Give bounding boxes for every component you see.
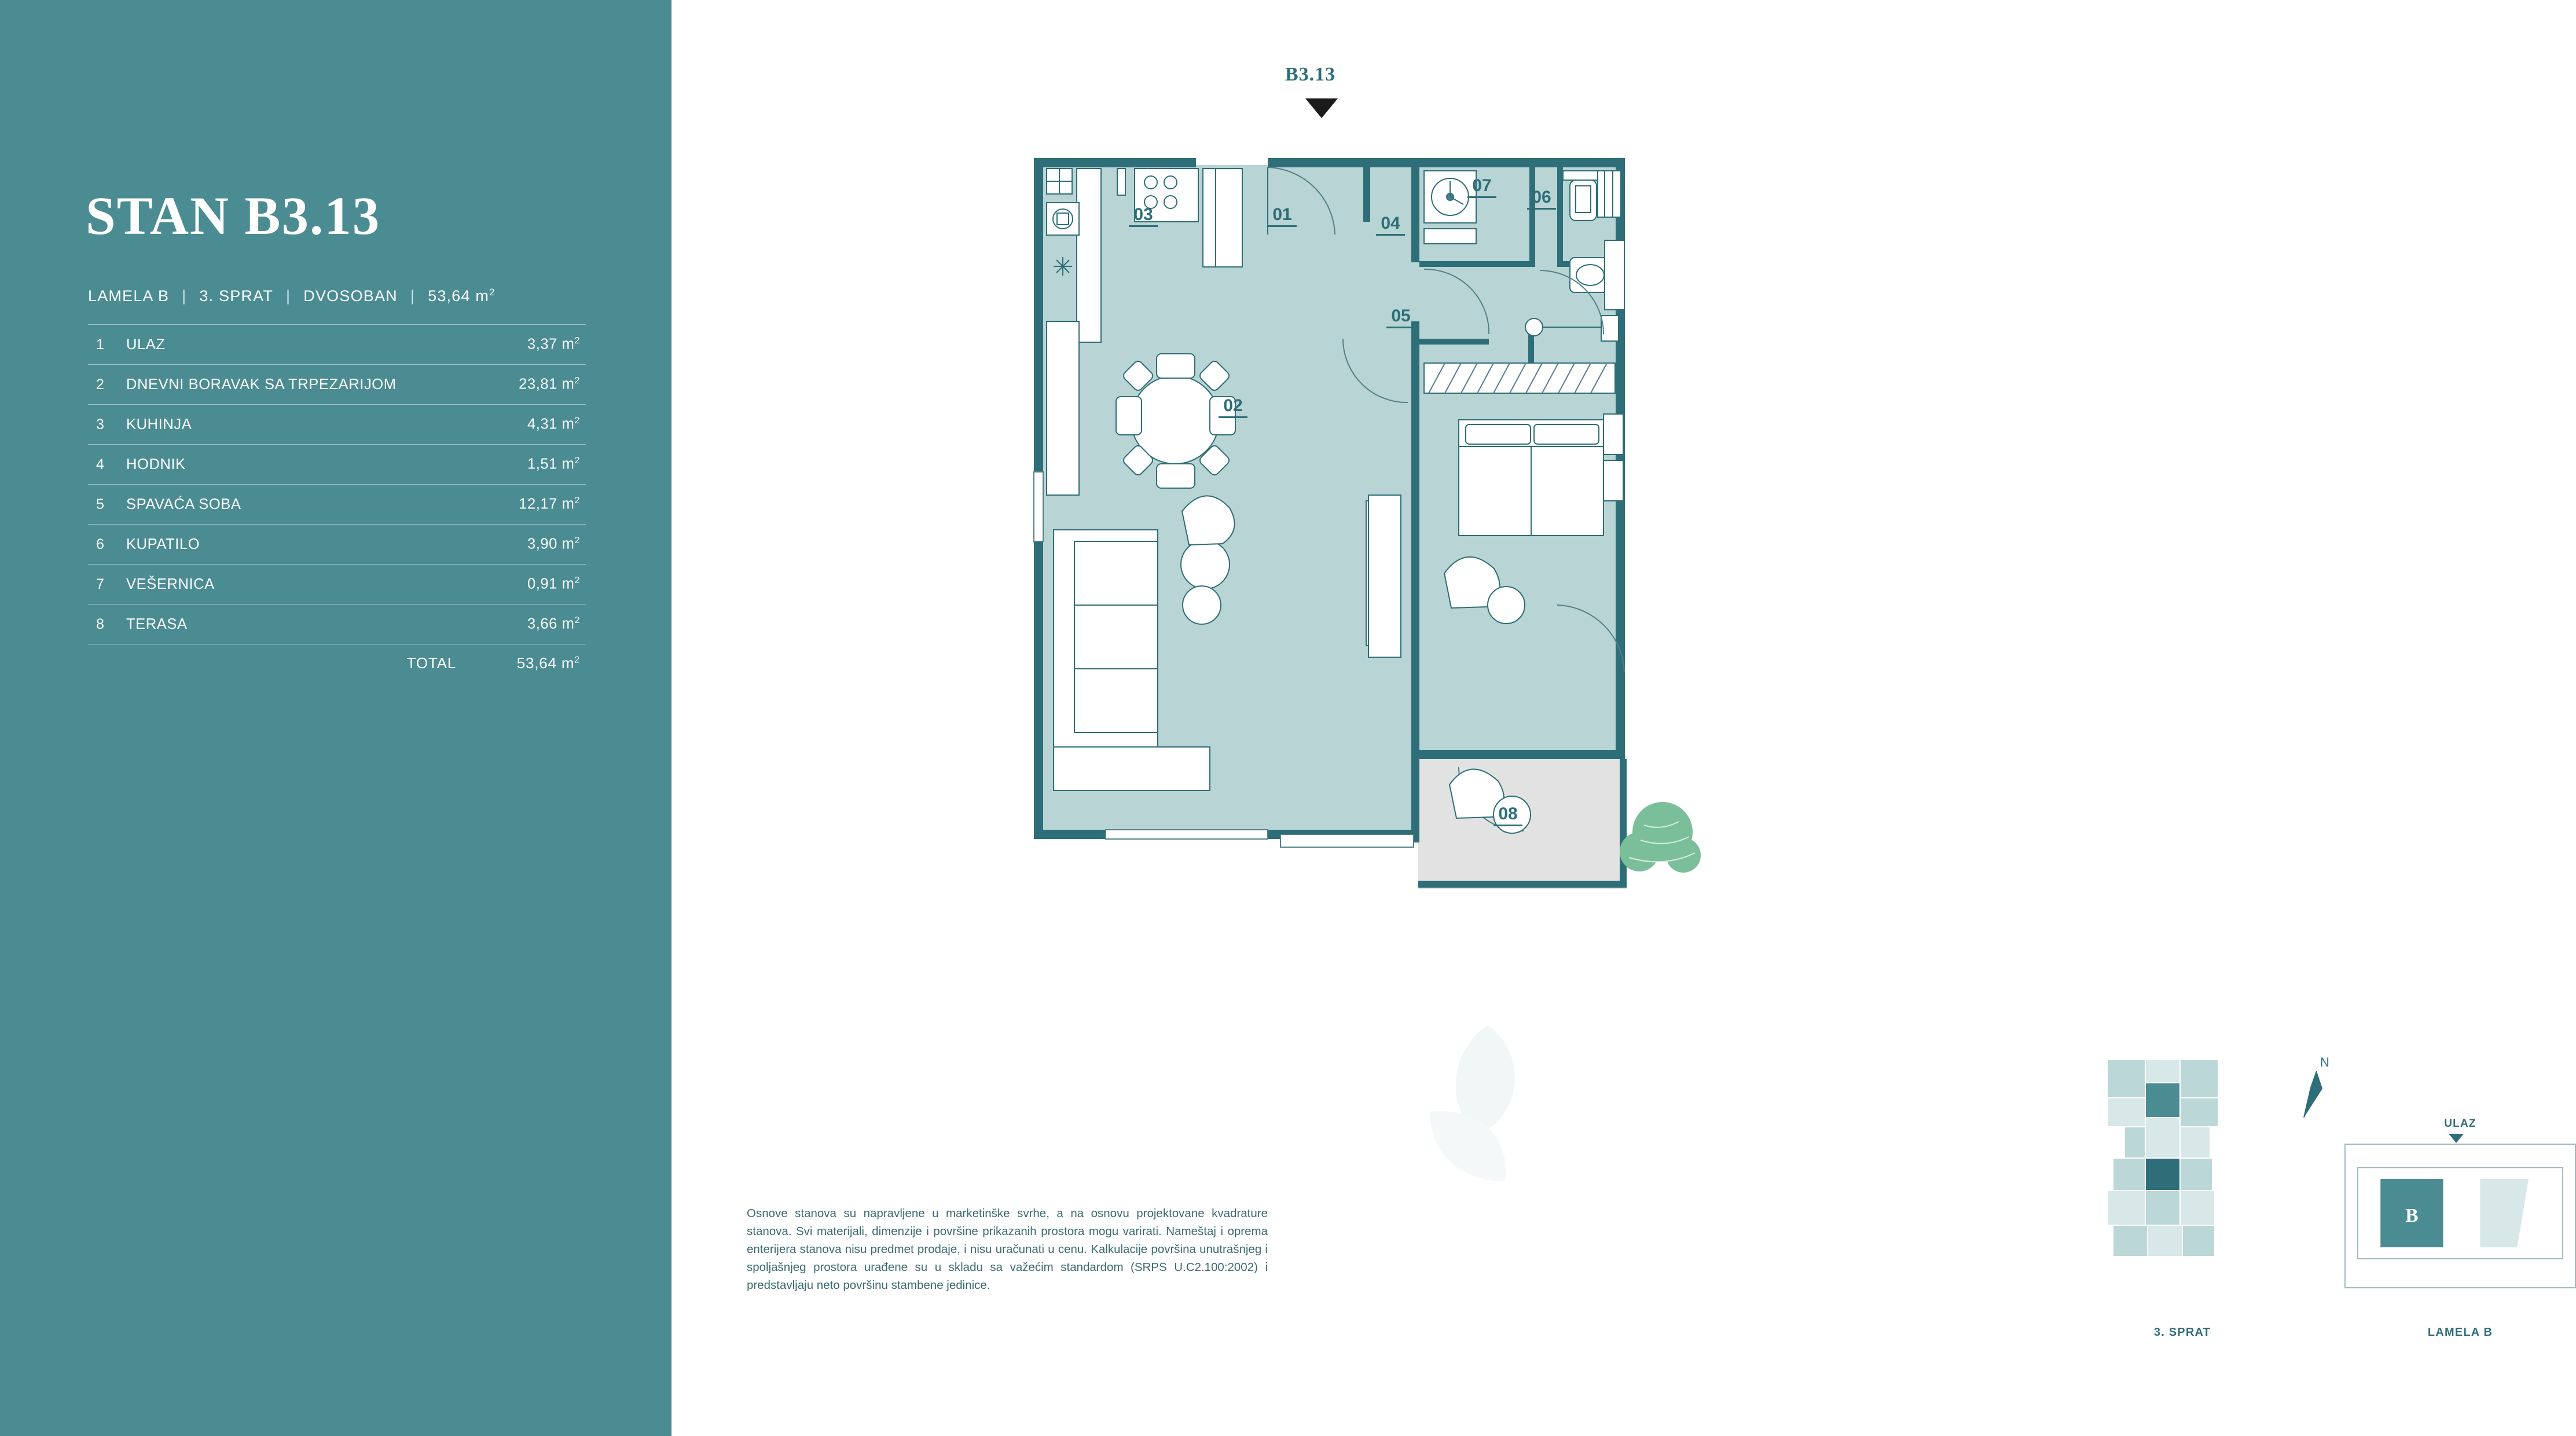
entrance-triangle-icon — [2449, 1134, 2464, 1143]
row-name: KUPATILO — [126, 536, 200, 552]
svg-text:B: B — [2405, 1204, 2419, 1226]
meta-floor: 3. SPRAT — [199, 287, 274, 305]
disclaimer-text: Osnove stanova su napravljene u marketinške svrhe, a na osnovu projektovane kvadrature stanova. Svi materijali, dimenzije i površine prikazanih prostora mogu varirati. Nameštaj i oprema enterijera stanova nisu predmet prodaje, i nisu uračunati u cenu. Kalkulacije površina unutrašnjeg i spoljašnjeg prostora urađene su u skladu sa važećim standardom (SRPS U.C2.100:2002) i predstavljaju neto površinu stambene jedinice. — [747, 1207, 1268, 1292]
table-total-row — [88, 644, 586, 682]
row-number: 7 — [96, 576, 105, 592]
room-area-table — [88, 324, 586, 682]
row-area: 23,81 $m^2$ — [519, 376, 580, 393]
apartment-meta — [88, 287, 496, 305]
row-name: SPAVAĆA SOBA — [126, 496, 241, 512]
lamela-entrance-label: ULAZ — [2444, 1118, 2476, 1130]
row-name: HODNIK — [126, 456, 186, 472]
table-row — [88, 485, 586, 525]
row-number: 4 — [96, 456, 105, 472]
table-row — [88, 525, 586, 565]
leaf-decoration-icon — [1407, 1019, 1592, 1193]
keyplan-caption: 3. SPRAT — [2153, 1326, 2211, 1339]
row-name: VEŠERNICA — [126, 576, 215, 592]
row-number: 1 — [96, 336, 105, 353]
svg-text:05: 05 — [1391, 306, 1411, 325]
total-value: 53,64 $m^2$ — [516, 654, 580, 672]
row-number: 8 — [96, 616, 105, 632]
svg-text:03: 03 — [1133, 205, 1153, 224]
meta-divider: | — [182, 287, 187, 305]
info-panel — [0, 0, 671, 1436]
row-area: 0,91 $m^2$ — [527, 576, 580, 592]
row-area: 12,17 $m^2$ — [519, 496, 580, 512]
plan-area — [671, 0, 2493, 1436]
table-row — [88, 405, 586, 445]
row-name: ULAZ — [126, 336, 166, 353]
table-row — [88, 324, 586, 365]
row-number: 3 — [96, 416, 105, 433]
meta-divider: | — [286, 287, 291, 305]
plan-marker-triangle-icon — [1305, 98, 1338, 118]
row-name: KUHINJA — [126, 416, 192, 433]
table-row — [88, 445, 586, 485]
page-title: STAN B3.13 — [86, 186, 381, 246]
row-area: 1,51 $m^2$ — [527, 456, 580, 472]
svg-text:01: 01 — [1272, 205, 1292, 224]
row-name: DNEVNI BORAVAK SA TRPEZARIJOM — [126, 376, 397, 393]
total-label: TOTAL — [406, 654, 456, 672]
svg-text:07: 07 — [1472, 176, 1492, 195]
meta-type: DVOSOBAN — [303, 287, 398, 305]
lamela-diagram — [2346, 1145, 2575, 1287]
row-area: 3,66 $m^2$ — [527, 616, 580, 632]
row-area: 3,37 $m^2$ — [527, 336, 580, 353]
svg-text:04: 04 — [1381, 214, 1400, 233]
svg-text:08: 08 — [1498, 804, 1518, 823]
table-row — [88, 565, 586, 605]
row-area: 3,90 $m^2$ — [527, 536, 580, 552]
meta-divider: | — [410, 287, 416, 305]
row-number: 2 — [96, 376, 105, 393]
floorplan-drawing — [1019, 148, 1771, 1051]
table-row — [88, 365, 586, 405]
row-name: TERASA — [126, 616, 188, 632]
table-row — [88, 605, 586, 644]
svg-text:06: 06 — [1532, 188, 1551, 207]
svg-text:02: 02 — [1223, 396, 1243, 415]
row-area: 4,31 $m^2$ — [527, 416, 580, 433]
svg-text:N: N — [2320, 1055, 2329, 1069]
meta-area: 53,64 $m^2$ — [428, 287, 496, 305]
meta-lamela: LAMELA B — [88, 287, 170, 305]
plan-marker-label: B3.13 — [1285, 64, 1336, 85]
lamela-caption: LAMELA B — [2427, 1326, 2493, 1339]
keyplan-diagram — [2101, 1054, 2252, 1274]
row-number: 5 — [96, 496, 105, 512]
row-number: 6 — [96, 536, 105, 552]
lamela-keyplan-box — [2344, 1144, 2576, 1288]
